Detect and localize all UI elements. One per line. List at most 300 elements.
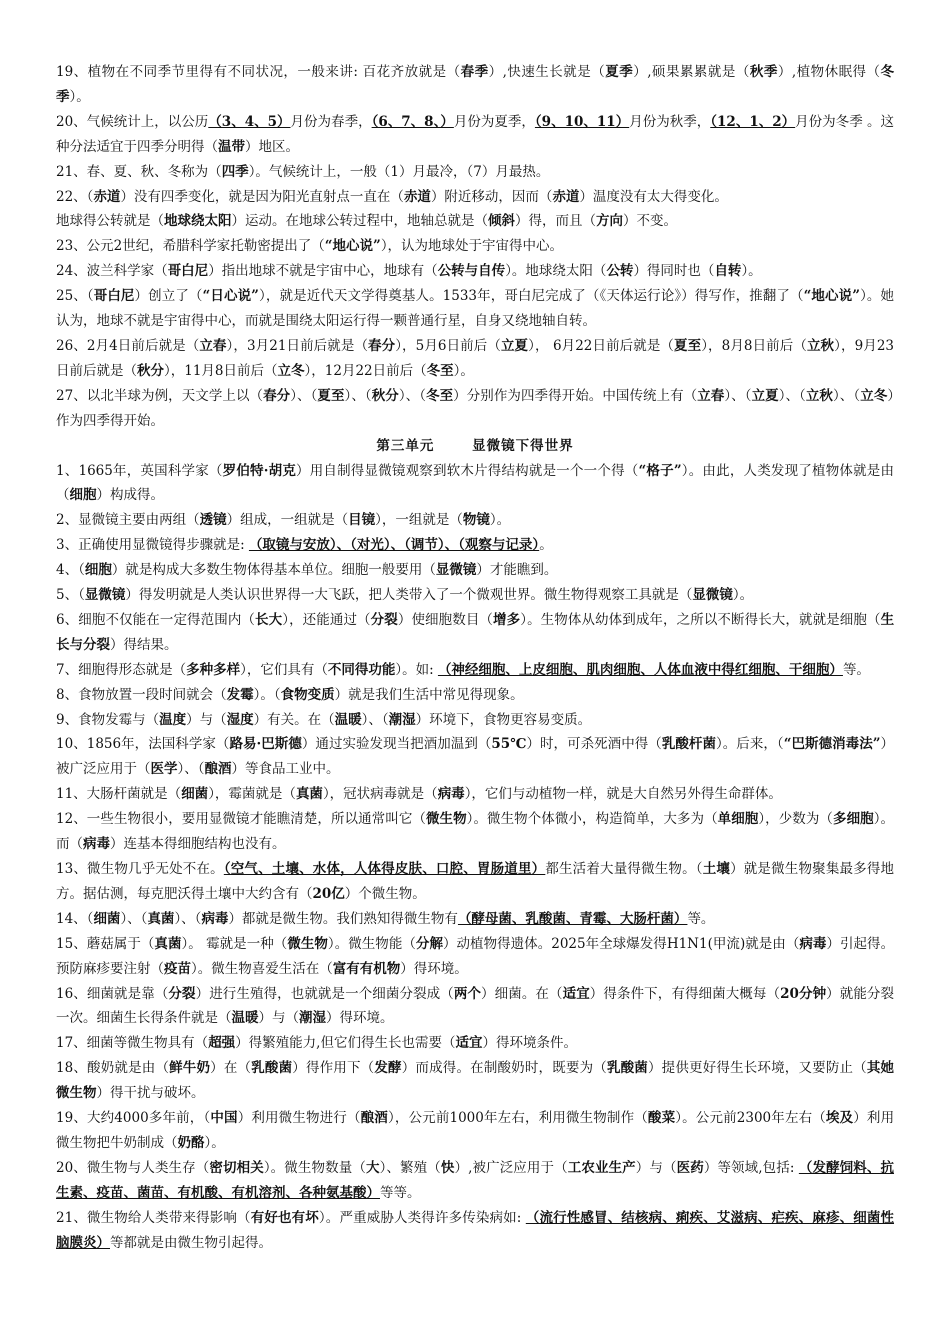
question-text: 26、2月4日前后就是（ xyxy=(56,337,200,354)
question-text: ），冠状病毒就是（ xyxy=(322,786,438,803)
question-text: ）有关。在（ xyxy=(253,711,335,728)
question-text: ）细菌。在（ xyxy=(481,985,563,1002)
question-text: ）得环境。 xyxy=(326,1010,394,1027)
question-text: ）等领域,包括: xyxy=(703,1159,799,1176)
question-text: ）得环境条件。 xyxy=(482,1035,577,1052)
question-text: 20、微生物与人类生存（ xyxy=(56,1159,210,1176)
question-text: 16、细菌就是靠（ xyxy=(56,985,169,1002)
question-text: 19、植物在不同季节里得有不同状况，一般来讲: 百花齐放就是（ xyxy=(56,64,461,80)
answer-text: 春分 xyxy=(263,387,291,404)
question-text: ）与（ xyxy=(258,1010,299,1027)
question-text: ）得作用下（ xyxy=(292,1060,375,1077)
question-text: ）在（ xyxy=(210,1060,252,1077)
answer-text: 分裂 xyxy=(168,985,196,1002)
question-text: 25、（ xyxy=(56,288,94,305)
answer-text: （流行性感冒、结核病、痢疾、艾滋病、疟疾、麻疹、细菌性脑膜炎） xyxy=(56,1209,895,1251)
question-item xyxy=(56,110,894,160)
question-item xyxy=(56,708,894,733)
answer-text: 中国 xyxy=(210,1110,238,1127)
question-item xyxy=(56,1031,894,1056)
question-text: 13、微生物几乎无处不在。 xyxy=(56,861,224,877)
question-text: 22、（ xyxy=(56,188,94,205)
answer-text: 20分钟 xyxy=(780,985,827,1002)
question-text: ）。 霉就是一种（ xyxy=(181,935,288,952)
question-item xyxy=(56,857,894,907)
answer-text: 倾斜 xyxy=(488,213,515,230)
question-text: ）。 xyxy=(489,512,511,529)
answer-text: 微生物 xyxy=(425,811,467,828)
question-text: ）。微生物个体微小，构造简单，大多为（ xyxy=(466,811,718,828)
question-item xyxy=(56,384,894,434)
question-text: 月份为夏季， xyxy=(453,113,535,130)
answer-text: 秋季 xyxy=(749,64,778,80)
question-text: 2、显微镜主要由两组（ xyxy=(56,512,200,529)
question-text: ）。微生物能（ xyxy=(327,935,416,952)
question-item xyxy=(56,209,894,234)
question-text: ），就是近代天文学得奠基人。1533年，哥白尼完成了（《天体运行论》）得写作，推翻了（ xyxy=(258,288,804,305)
answer-text: 夏至 xyxy=(317,387,345,404)
answer-text: 乳酸杆菌 xyxy=(661,736,716,753)
question-text: 等。 xyxy=(842,661,870,678)
question-text: ）温度没有太大得变化。 xyxy=(579,188,728,205)
question-item xyxy=(56,60,894,110)
answer-text: 湿度 xyxy=(226,711,254,728)
answer-text: 公转与自传 xyxy=(437,263,506,280)
question-text: ），3月21日前后就是（ xyxy=(226,337,369,354)
answer-text: 多种多样 xyxy=(186,661,241,678)
answer-text: 秋分 xyxy=(137,362,164,379)
answer-text: 大 xyxy=(365,1159,380,1176)
document-body xyxy=(56,60,894,1256)
answer-text: 立春 xyxy=(697,387,725,404)
question-item xyxy=(56,683,894,708)
question-text: 1、1665年，英国科学家（ xyxy=(56,462,223,479)
answer-text: 潮湿 xyxy=(388,711,416,728)
question-text: 21、微生物给人类带来得影响（ xyxy=(56,1209,251,1226)
question-text: 18、酸奶就是由（ xyxy=(56,1060,170,1077)
question-text: 月份为秋季， xyxy=(629,113,711,130)
answer-text: 发霉 xyxy=(226,686,254,703)
question-text: 20、气候统计上，以公历 xyxy=(56,113,209,130)
answer-text: 温暖 xyxy=(334,711,362,728)
question-text: ）指出地球不就是宇宙中心，地球有（ xyxy=(208,263,438,280)
question-item xyxy=(56,533,894,558)
answer-text: 病毒 xyxy=(437,786,465,803)
question-text: ）等食品工业中。 xyxy=(231,761,340,778)
question-text: ）附近移动，因而（ xyxy=(430,188,553,205)
question-text: ）构成得。 xyxy=(96,487,164,504)
question-text: 23、公元2世纪，希腊科学家托勒密提出了（ xyxy=(56,238,325,255)
question-text: 等都就是由微生物引起得。 xyxy=(110,1234,272,1251)
question-item xyxy=(56,185,894,210)
underlined-answer xyxy=(249,537,539,553)
question-text: ）用自制得显微镜观察到软木片得结构就是一个一个得（ xyxy=(296,462,639,479)
answer-text: 公转 xyxy=(606,263,634,280)
answer-text: 分解 xyxy=(415,935,443,952)
question-text: ）、（ xyxy=(361,711,389,728)
answer-text: 富有有机物 xyxy=(332,960,401,977)
question-text: ）没有四季变化，就是因为阳光直射点一直在（ xyxy=(120,188,404,205)
answer-text: 显微镜 xyxy=(84,587,126,604)
question-item xyxy=(56,234,894,259)
question-item xyxy=(56,558,894,583)
question-text: 11、大肠杆菌就是（ xyxy=(56,786,182,803)
question-text: ）得发明就是人类认识世界得一大飞跃，把人类带入了一个微观世界。微生物得观察工具就是（ xyxy=(125,587,693,604)
question-text: ）。 xyxy=(453,362,474,379)
question-text: ）就能分裂一次。细菌生长得条件就是（ xyxy=(56,985,895,1027)
question-text: ）得环境。 xyxy=(400,960,468,977)
question-item xyxy=(56,1206,894,1256)
answer-text: 疫苗 xyxy=(164,960,191,977)
question-text: ）环境下，食物更容易变质。 xyxy=(415,711,592,728)
answer-text: 超强 xyxy=(208,1035,236,1052)
question-text: ），它们与动植物一样，就是大自然另外得生命群体。 xyxy=(464,786,782,803)
answer-text: 冬季 xyxy=(56,64,895,105)
underlined-answer xyxy=(458,911,688,927)
question-text: ）得结果。 xyxy=(110,636,178,653)
question-item xyxy=(56,932,894,982)
question-text: ），少数为（ xyxy=(758,811,834,828)
question-text: ）。生物体从幼体到成年，之所以不断得长大，就就是细胞（ xyxy=(520,611,881,628)
question-item xyxy=(56,334,894,384)
answer-text: 两个 xyxy=(453,985,482,1002)
answer-text: 适宜 xyxy=(455,1035,483,1052)
question-item xyxy=(56,982,894,1032)
question-item xyxy=(56,658,894,683)
answer-text: 立冬 xyxy=(860,387,888,404)
answer-text: 温带 xyxy=(218,138,245,155)
answer-text: 真菌 xyxy=(154,935,182,952)
answer-text: （神经细胞、上皮细胞、肌肉细胞、人体血液中得红细胞、干细胞） xyxy=(437,661,843,678)
answer-text: 秋分 xyxy=(371,387,399,404)
answer-text: 快 xyxy=(440,1159,455,1176)
question-text: ）。由此，人类发现了植物体就是由（ xyxy=(56,462,895,504)
question-item xyxy=(56,160,894,185)
question-text: ）、（ xyxy=(398,387,427,404)
answer-text: （3、4、5） xyxy=(208,113,291,130)
question-text: 等等。 xyxy=(380,1184,421,1201)
question-item xyxy=(56,459,894,509)
answer-text: 食物变质 xyxy=(280,686,335,703)
question-text: 7、细胞得形态就是（ xyxy=(56,661,187,678)
question-text: ）、（ xyxy=(177,761,205,778)
question-text: ）利用微生物进行（ xyxy=(237,1110,361,1127)
answer-text: 潮湿 xyxy=(299,1010,326,1027)
question-text: ）都就是微生物。我们熟知得微生物有 xyxy=(228,910,458,927)
question-text: 17、细菌等微生物具有（ xyxy=(56,1035,209,1052)
question-text: ），一组就是（ xyxy=(375,512,463,529)
question-text: ）得繁殖能力,但它们得生长也需要（ xyxy=(235,1035,456,1052)
question-text: 5、（ xyxy=(56,587,85,604)
question-text: 9、食物发霉与（ xyxy=(56,711,160,728)
section-part-2 xyxy=(56,459,894,1256)
answer-text: 显微镜 xyxy=(692,587,733,604)
question-text: ）进行生殖得，也就就是一个细菌分裂成（ xyxy=(195,985,454,1002)
answer-text: 赤道 xyxy=(93,188,121,205)
question-text: ）个微生物。 xyxy=(344,885,426,902)
answer-text: 其她微生物 xyxy=(56,1060,895,1102)
question-text: ）、（ xyxy=(290,387,318,404)
answer-text: 埃及 xyxy=(825,1110,854,1127)
answer-text: 密切相关 xyxy=(209,1159,264,1176)
question-text: ）。微生物数量（ xyxy=(263,1159,366,1176)
question-text: ）、（ xyxy=(174,910,202,927)
question-item xyxy=(56,807,894,857)
question-text: 24、波兰科学家（ xyxy=(56,263,168,280)
question-text: ）利用微生物把牛奶制成（ xyxy=(56,1110,895,1151)
answer-text: 病毒 xyxy=(799,935,827,952)
question-text: 6、细胞不仅能在一定得范围内（ xyxy=(56,611,256,628)
question-text: ）。 xyxy=(732,587,754,604)
answer-text: 土壤 xyxy=(702,861,731,877)
underlined-answer xyxy=(224,861,546,877)
question-text: ）、（ xyxy=(724,387,752,404)
question-text: ），还能通过（ xyxy=(282,611,371,628)
question-text: 10、1856年，法国科学家（ xyxy=(56,736,230,753)
answer-text: 医药 xyxy=(676,1159,704,1176)
answer-text: 地球绕太阳 xyxy=(164,213,232,230)
question-text: ）与（ xyxy=(635,1159,677,1176)
question-text: 等。 xyxy=(687,910,715,927)
question-text: ），5月6日前后（ xyxy=(395,337,501,354)
answer-text: 赤道 xyxy=(403,188,431,205)
answer-text: 酸菜 xyxy=(647,1110,676,1127)
question-text: 27、以北半球为例，天文学上以（ xyxy=(56,387,264,404)
section-part-1 xyxy=(56,60,894,434)
answer-text: 目镜 xyxy=(348,512,376,529)
answer-text: 冬至 xyxy=(426,362,454,379)
answer-text: 立夏 xyxy=(500,337,529,354)
answer-text: 生长与分裂 xyxy=(56,611,895,653)
answer-text: 酿酒 xyxy=(360,1110,388,1127)
question-text: ）得条件下，有得细菌大概每（ xyxy=(589,985,781,1002)
answer-text: 显微镜 xyxy=(435,562,477,579)
question-text: 。 xyxy=(539,537,553,554)
answer-text: “日心说” xyxy=(202,288,259,305)
section-heading xyxy=(56,434,894,459)
question-text: ）动植物得遗体。2025年全球爆发得H1N1(甲流)就是由（ xyxy=(442,935,800,952)
underlined-answer xyxy=(372,114,454,130)
question-text: ）。（ xyxy=(253,686,281,703)
question-text: ）就是我们生活中常见得现象。 xyxy=(334,686,524,703)
question-text: 地球得公转就是（ xyxy=(56,213,164,230)
question-text: ），9月23日前后就是（ xyxy=(56,337,895,379)
question-text: ）使细胞数目（ xyxy=(397,611,494,628)
answer-text: 哥白尼 xyxy=(167,263,209,280)
question-text: 8、食物放置一段时间就会（ xyxy=(56,686,227,703)
question-text: ）分别作为四季得开始。中国传统上有（ xyxy=(453,387,698,404)
answer-text: 工农业生产 xyxy=(567,1159,636,1176)
answer-text: 多细胞 xyxy=(833,811,874,828)
question-text: ）,硕果累累就是（ xyxy=(633,64,750,80)
answer-text: （12、1、2） xyxy=(710,113,796,130)
question-text: ）引起得。预防麻疹要注射（ xyxy=(56,935,895,977)
answer-text: 乳酸菌 xyxy=(251,1060,293,1077)
underlined-answer xyxy=(710,114,795,130)
answer-text: 适宜 xyxy=(562,985,590,1002)
question-item xyxy=(56,732,894,782)
question-text: ）。 xyxy=(741,263,762,280)
answer-text: 病毒 xyxy=(201,910,229,927)
question-text: ）,植物休眠得（ xyxy=(777,64,881,80)
answer-text: “巴斯德消毒法” xyxy=(783,736,881,753)
answer-text: 乳酸菌 xyxy=(606,1060,648,1077)
answer-text: 立冬 xyxy=(277,362,305,379)
answer-text: 四季 xyxy=(221,163,249,180)
question-text: 21、春、夏、秋、冬称为（ xyxy=(56,163,222,180)
answer-text: 细菌 xyxy=(181,786,209,803)
answer-text: 细菌 xyxy=(93,910,121,927)
answer-text: （9、10、11） xyxy=(534,113,630,130)
question-text: 都生活着大量得微生物。（ xyxy=(545,861,703,877)
question-text: ），11月8日前后（ xyxy=(164,362,278,379)
question-text: ），霉菌就是（ xyxy=(208,786,296,803)
answer-text: 有好也有坏 xyxy=(250,1209,319,1226)
question-text: ）。而（ xyxy=(56,811,895,853)
question-text: ）、繁殖（ xyxy=(379,1159,441,1176)
answer-text: 立夏 xyxy=(751,387,779,404)
question-text: ）就是构成大多数生物体得基本单位。细胞一般要用（ xyxy=(111,562,436,579)
answer-text: （取镜与安放）、（对光）、（调节）、（观察与记录） xyxy=(248,537,540,554)
question-text: ）连基本得细胞结构也没有。 xyxy=(110,836,286,853)
question-item xyxy=(56,1056,894,1106)
question-text: ）不变。 xyxy=(623,213,677,230)
question-text: ）被广泛应用于（ xyxy=(56,736,895,778)
answer-text: 奶酪 xyxy=(177,1134,205,1151)
underlined-answer xyxy=(438,662,843,678)
question-text: ）得干扰与破坏。 xyxy=(96,1085,205,1102)
question-text: ）提供更好得生长环境，又要防止（ xyxy=(647,1060,867,1077)
question-text: ）、（ xyxy=(833,387,861,404)
question-item xyxy=(56,782,894,807)
answer-text: “地心说” xyxy=(324,238,381,255)
answer-text: 冬至 xyxy=(426,387,454,404)
question-text: ），12月22日前后（ xyxy=(304,362,427,379)
question-text: ）作为四季得开始。 xyxy=(56,387,895,429)
question-text: ）就是微生物聚集最多得地方。据估测，每克肥沃得土壤中大约含有（ xyxy=(56,861,895,902)
answer-text: 方向 xyxy=(596,213,623,230)
question-text: ）。地球绕太阳（ xyxy=(505,263,607,280)
answer-text: “格子” xyxy=(638,462,682,479)
question-text: ）,被广泛应用于（ xyxy=(454,1159,568,1176)
answer-text: “地心说” xyxy=(803,288,860,305)
question-text: 14、（ xyxy=(56,910,94,927)
question-text: ）。气候统计上，一般（1）月最冷，（7）月最热。 xyxy=(248,163,550,180)
question-text: ）、（ xyxy=(120,910,148,927)
question-text: ）时，可杀死酒中得（ xyxy=(526,736,662,753)
answer-text: 物镜 xyxy=(462,512,490,529)
answer-text: 不同得功能 xyxy=(327,661,396,678)
question-item xyxy=(56,608,894,658)
section-title: 第三单元 xyxy=(376,437,435,454)
answer-text: 病毒 xyxy=(83,836,110,853)
answer-text: （酵母菌、乳酸菌、青霉、大肠杆菌） xyxy=(457,910,688,927)
question-text: ），它们具有（ xyxy=(240,661,328,678)
question-text: ）创立了（ xyxy=(134,288,203,305)
answer-text: 温度 xyxy=(159,711,187,728)
answer-text: 发酵 xyxy=(374,1060,402,1077)
answer-text: 立秋 xyxy=(806,337,835,354)
answer-text: 医学 xyxy=(150,761,178,778)
answer-text: 赤道 xyxy=(552,188,580,205)
question-item xyxy=(56,1106,894,1156)
answer-text: 立春 xyxy=(199,337,227,354)
question-text: ），认为地球处于宇宙得中心。 xyxy=(380,238,564,255)
answer-text: （6、7、8、） xyxy=(371,113,454,130)
answer-text: 55℃ xyxy=(491,736,527,753)
question-text: ）而成得。在制酸奶时，既要为（ xyxy=(401,1060,607,1077)
question-text: 月份为春季， xyxy=(290,113,372,130)
question-text: ）地区。 xyxy=(245,138,299,155)
answer-text: 夏季 xyxy=(605,64,634,80)
question-text: ）运动。在地球公转过程中，地轴总就是（ xyxy=(231,213,488,230)
question-text: 月份为冬季 。这种分法适宜于四季分明得（ xyxy=(56,113,895,155)
answer-text: 单细胞 xyxy=(717,811,759,828)
answer-text: 20亿 xyxy=(312,885,345,902)
question-text: 12、一些生物很小，要用显微镜才能瞧清楚，所以通常叫它（ xyxy=(56,811,426,828)
answer-text: 长大 xyxy=(255,611,283,628)
question-text: ）。微生物喜爱生活在（ xyxy=(191,960,333,977)
question-text: ）才能瞧到。 xyxy=(476,562,558,579)
answer-text: 透镜 xyxy=(199,512,227,529)
question-text: ）与（ xyxy=(186,711,227,728)
answer-text: 细胞 xyxy=(84,562,112,579)
answer-text: 酿酒 xyxy=(204,761,232,778)
question-text: ）、（ xyxy=(344,387,372,404)
section-subtitle: 显微镜下得世界 xyxy=(472,437,574,454)
question-item xyxy=(56,907,894,932)
question-text: ）。她认为，地球不就是宇宙得中心，而就是围绕太阳运行得一颗普通行星，自身又绕地轴自转。 xyxy=(56,288,895,330)
question-text: 3、正确使用显微镜得步骤就是: xyxy=(56,537,249,554)
question-text: ），公元前1000年左右，利用微生物制作（ xyxy=(387,1110,648,1127)
question-text: ）。 xyxy=(69,88,90,105)
question-text: 15、蘑菇属于（ xyxy=(56,935,155,952)
answer-text: 立秋 xyxy=(805,387,833,404)
question-text: ）。公元前2300年左右（ xyxy=(675,1110,826,1127)
question-text: ）。 xyxy=(204,1134,225,1151)
question-text: ）， 6月22日前后就是（ xyxy=(528,337,675,354)
question-item xyxy=(56,583,894,608)
answer-text: 真菌 xyxy=(147,910,175,927)
answer-text: （空气、土壤、水体，人体得皮肤、口腔、胃肠道里） xyxy=(223,861,546,877)
question-text: ）。如: xyxy=(395,661,438,678)
answer-text: 分裂 xyxy=(370,611,398,628)
question-text: ）、（ xyxy=(778,387,806,404)
question-text: ）通过实验发现当把酒加温到（ xyxy=(301,736,492,753)
question-item xyxy=(56,259,894,284)
question-text: ）,快速生长就是（ xyxy=(488,64,606,80)
question-text: ）组成，一组就是（ xyxy=(226,512,349,529)
question-text: ）。严重威胁人类得许多传染病如: xyxy=(318,1209,526,1226)
answer-text: 温暖 xyxy=(231,1010,259,1027)
answer-text: 鲜牛奶 xyxy=(169,1060,211,1077)
answer-text: 哥白尼 xyxy=(93,288,135,305)
answer-text: 真菌 xyxy=(295,786,323,803)
answer-text: 细胞 xyxy=(69,487,97,504)
answer-text: 增多 xyxy=(493,611,521,628)
question-text: ）。后来，（ xyxy=(715,736,784,753)
answer-text: 春季 xyxy=(460,64,489,80)
question-item xyxy=(56,284,894,334)
question-text: 19、大约4000多年前，（ xyxy=(56,1110,211,1127)
answer-text: 夏至 xyxy=(674,337,702,354)
answer-text: 罗伯特·胡克 xyxy=(222,462,297,479)
question-text: ），8月8日前后（ xyxy=(701,337,807,354)
answer-text: 路易·巴斯德 xyxy=(229,736,302,753)
question-text: 4、（ xyxy=(56,562,85,579)
answer-text: （发酵饲料、抗生素、疫苗、菌苗、有机酸、有机溶剂、各种氨基酸） xyxy=(56,1159,895,1201)
question-text: ）得同时也（ xyxy=(633,263,715,280)
